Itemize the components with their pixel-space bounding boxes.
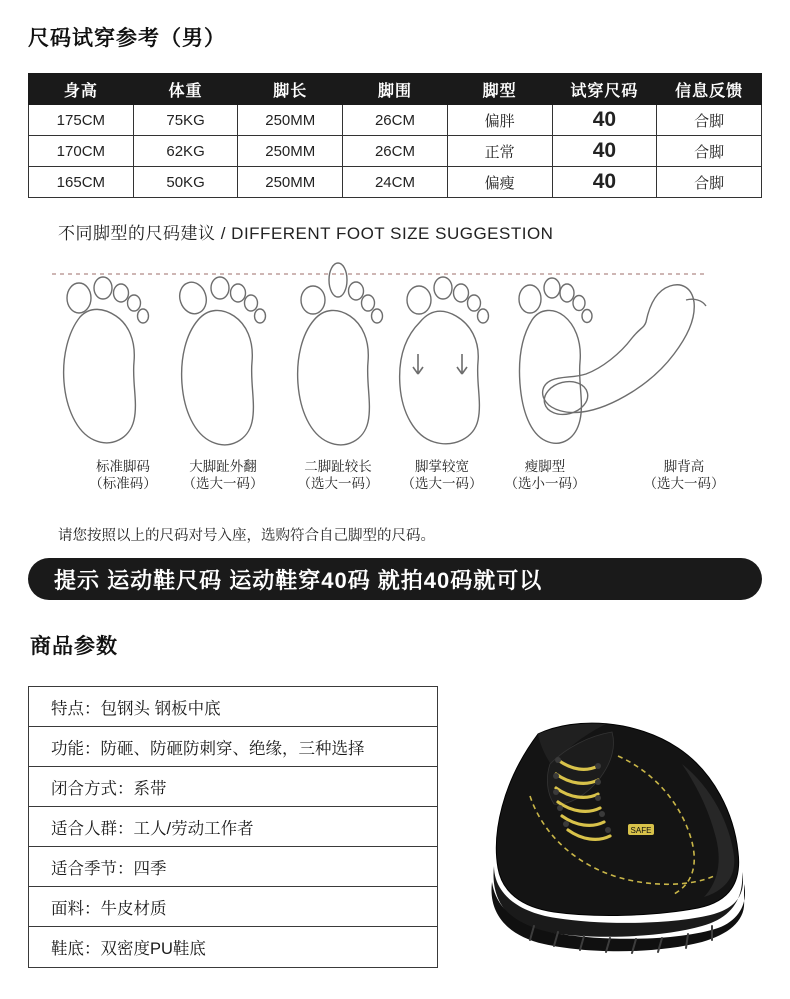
cell-foot-girth: 26CM <box>343 105 448 136</box>
foot-label-wide-sole: 脚掌较宽 （选大一码） <box>401 459 483 491</box>
foot-type-labels <box>46 458 756 502</box>
cell-foot-length: 250MM <box>238 167 343 198</box>
foot-label-bunion: 大脚趾外翻 （选大一码） <box>182 459 264 491</box>
foot-label-high-instep: 脚背高 （选大一码） <box>643 459 725 491</box>
size-reference-table <box>28 73 762 198</box>
cell-foot-length: 250MM <box>238 105 343 136</box>
svg-text:SAFE: SAFE <box>630 826 652 835</box>
list-item: 适合人群：工人/劳动工作者 <box>29 807 437 847</box>
list-item: 功能：防砸、防砸防刺穿、绝缘，三种选择 <box>29 727 437 767</box>
column-header-feedback: 信息反馈 <box>657 74 762 105</box>
cell-feedback: 合脚 <box>657 136 762 167</box>
cell-weight: 50KG <box>133 167 238 198</box>
cell-try-size: 40 <box>552 167 657 198</box>
table-header-row <box>29 74 762 105</box>
cell-foot-length: 250MM <box>238 136 343 167</box>
cell-feedback: 合脚 <box>657 105 762 136</box>
column-header-try-size: 试穿尺码 <box>552 74 657 105</box>
list-item: 适合季节：四季 <box>29 847 437 887</box>
safety-shoe-illustration <box>446 686 766 976</box>
foot-suggestion-heading: 不同脚型的尺码建议 / DIFFERENT FOOT SIZE SUGGESTION <box>58 224 554 243</box>
foot-second-toe-long-icon <box>298 263 383 445</box>
cell-height: 165CM <box>29 167 134 198</box>
table-row <box>29 105 762 136</box>
cell-foot-type: 正常 <box>447 136 552 167</box>
product-photo <box>446 686 766 976</box>
cell-height: 170CM <box>29 136 134 167</box>
cell-weight: 75KG <box>133 105 238 136</box>
column-header-weight: 体重 <box>133 74 238 105</box>
foot-slim-icon <box>519 278 592 443</box>
foot-label-slim: 瘦脚型 （选小一码） <box>504 459 586 491</box>
size-selection-note: 请您按照以上的尺码对号入座，选购符合自己脚型的尺码。 <box>58 528 435 544</box>
foot-label-standard: 标准脚码 （标准码） <box>89 459 157 491</box>
table-row <box>29 136 762 167</box>
cell-try-size: 40 <box>552 136 657 167</box>
column-header-foot-type: 脚型 <box>447 74 552 105</box>
foot-shapes-svg <box>46 262 746 462</box>
column-header-height: 身高 <box>29 74 134 105</box>
cell-try-size: 40 <box>552 105 657 136</box>
product-parameters-title: 商品参数 <box>30 635 118 658</box>
cell-foot-girth: 26CM <box>343 136 448 167</box>
table-row <box>29 167 762 198</box>
cell-foot-type: 偏胖 <box>447 105 552 136</box>
cell-foot-type: 偏瘦 <box>447 167 552 198</box>
list-item: 特点：包钢头 钢板中底 <box>29 687 437 727</box>
foot-bunion-icon <box>176 277 266 445</box>
list-item: 鞋底：双密度PU鞋底 <box>51 940 206 958</box>
cell-height: 175CM <box>29 105 134 136</box>
foot-high-instep-icon <box>541 285 706 419</box>
foot-wide-sole-icon <box>400 277 489 444</box>
tip-banner-text: 提示 运动鞋尺码 运动鞋穿40码 就拍40码就可以 <box>54 567 543 593</box>
foot-label-second-toe: 二脚趾较长 （选大一码） <box>297 459 379 491</box>
cell-weight: 62KG <box>133 136 238 167</box>
list-item: 闭合方式：系带 <box>29 767 437 807</box>
column-header-foot-girth: 脚围 <box>343 74 448 105</box>
column-header-foot-length: 脚长 <box>238 74 343 105</box>
foot-illustrations <box>46 262 746 462</box>
cell-foot-girth: 24CM <box>343 167 448 198</box>
tip-banner <box>28 558 762 600</box>
foot-standard-icon <box>64 277 149 443</box>
product-parameters-list <box>28 686 438 968</box>
list-item: 面料：牛皮材质 <box>29 887 437 927</box>
size-reference-title: 尺码试穿参考（男） <box>28 27 226 50</box>
cell-feedback: 合脚 <box>657 167 762 198</box>
